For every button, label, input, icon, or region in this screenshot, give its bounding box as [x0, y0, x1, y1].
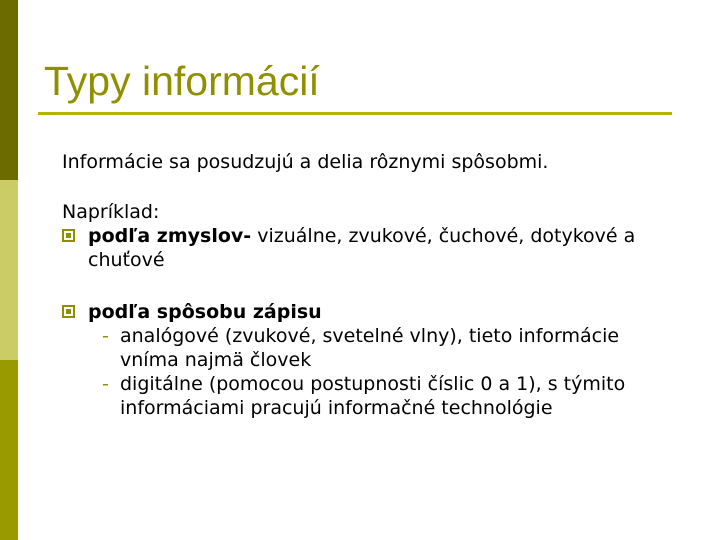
square-bullet-icon	[62, 229, 75, 242]
slide-content	[62, 150, 682, 420]
accent-bar-middle	[0, 180, 18, 360]
sub-item-digital	[88, 372, 682, 420]
sub-item-text: digitálne (pomocou postupnosti číslic 0 a 1), s týmito informáciami pracujú informačné technológie	[120, 373, 626, 419]
accent-bar-bottom	[0, 360, 18, 540]
bullet-heading: podľa zmyslov-	[88, 225, 252, 247]
example-label: Napríklad:	[62, 201, 160, 223]
sub-item-text: analógové (zvukové, svetelné vlny), tieto informácie vníma najmä človek	[120, 325, 620, 371]
title-underline	[38, 112, 672, 115]
accent-bar-top	[0, 0, 18, 180]
sub-item-analog	[88, 324, 682, 372]
bullet-list	[62, 224, 682, 420]
dash-marker: -	[102, 325, 109, 347]
dash-marker: -	[102, 373, 109, 395]
slide-title: Typy informácií	[44, 58, 320, 104]
square-bullet-icon	[62, 305, 75, 318]
bullet-item-recording	[62, 300, 682, 420]
bullet-text: vizuálne, zvukové, čuchové, dotykové a chuťové	[88, 225, 636, 271]
intro-text: Informácie sa posudzujú a delia rôznymi spôsobmi.	[62, 151, 549, 173]
bullet-item-senses	[62, 224, 682, 272]
sub-list	[88, 324, 682, 420]
bullet-heading: podľa spôsobu zápisu	[88, 301, 322, 323]
